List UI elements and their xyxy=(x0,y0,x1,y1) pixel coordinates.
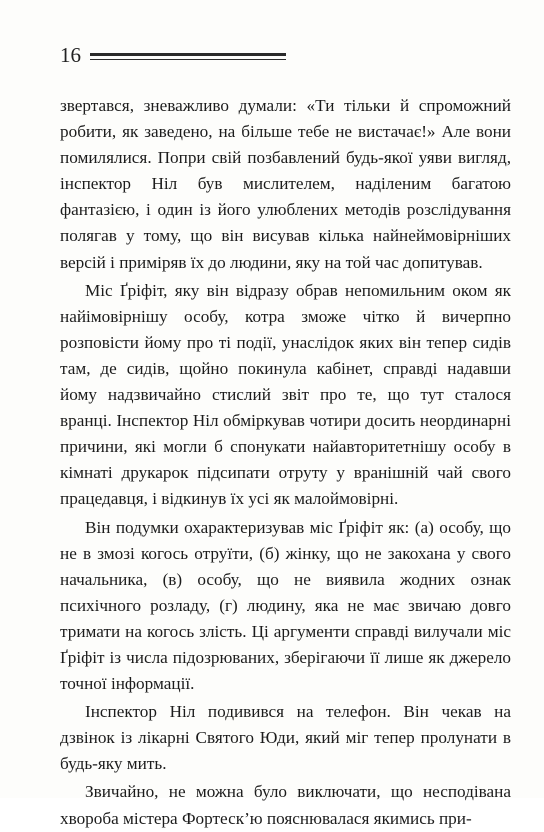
paragraph: Міс Ґріфіт, яку він відразу обрав непомильним оком як найімовірнішу особу, котра зможе чітко й вичерпно розповісти йому про ті події, унаслідок яких він тепер сидів там, де сидів, щойно покинула кабінет, справді надавши йому надзвичайно стислий звіт про те, що тут сталося вранці. Інспектор Ніл обміркував чотири досить неординарні причини, які могли б спонукати найавторитетнішу особу в кімнаті друкарок підсипати отруту у вранішній чай свого працедавця, і відкинув їх усі як малоймовірні. xyxy=(60,280,511,509)
paragraph: Інспектор Ніл подивився на телефон. Він чекав на дзвінок із лікарні Святого Юди, який міг тепер пролунати в будь-яку мить. xyxy=(60,702,511,774)
body-text xyxy=(60,93,511,832)
header-rule xyxy=(90,53,286,62)
paragraph: Він подумки охарактеризував міс Ґріфіт як: (а) особу, що не в змозі когось отруїти, (б) жінку, що не закохана у свого начальника, (в) особу, що не виявила жодних ознак психічного розладу, (г) людину, яка не має звичаю довго тримати на когось злість. Ці аргументи справді вилучали міс Ґріфіт із числа підозрюваних, зберігаючи її лише як джерело точної інформації. xyxy=(60,517,511,694)
header-rule-thin xyxy=(90,59,286,60)
paragraph: Звичайно, не можна було виключати, що несподівана хвороба містера Фортеск’ю пояснювалася якимись при- xyxy=(60,782,511,828)
header-rule-thick xyxy=(90,53,286,56)
page-header xyxy=(60,42,300,72)
paragraph-continued: звертався, зневажливо думали: «Ти тільки й спроможний робити, як заведено, на більше тебе не вистачає!» Але вони помилялися. Попри свій позбавлений будь-якої уяви вигляд, інспектор Ніл був мислителем, наділеним багатою фантазією, і один із його улюблених методів розслідування полягав у тому, що він висував кілька найнеймовірніших версій і приміряв їх до людини, яку на той час допитував. xyxy=(60,96,511,272)
page-number: 16 xyxy=(60,43,81,67)
